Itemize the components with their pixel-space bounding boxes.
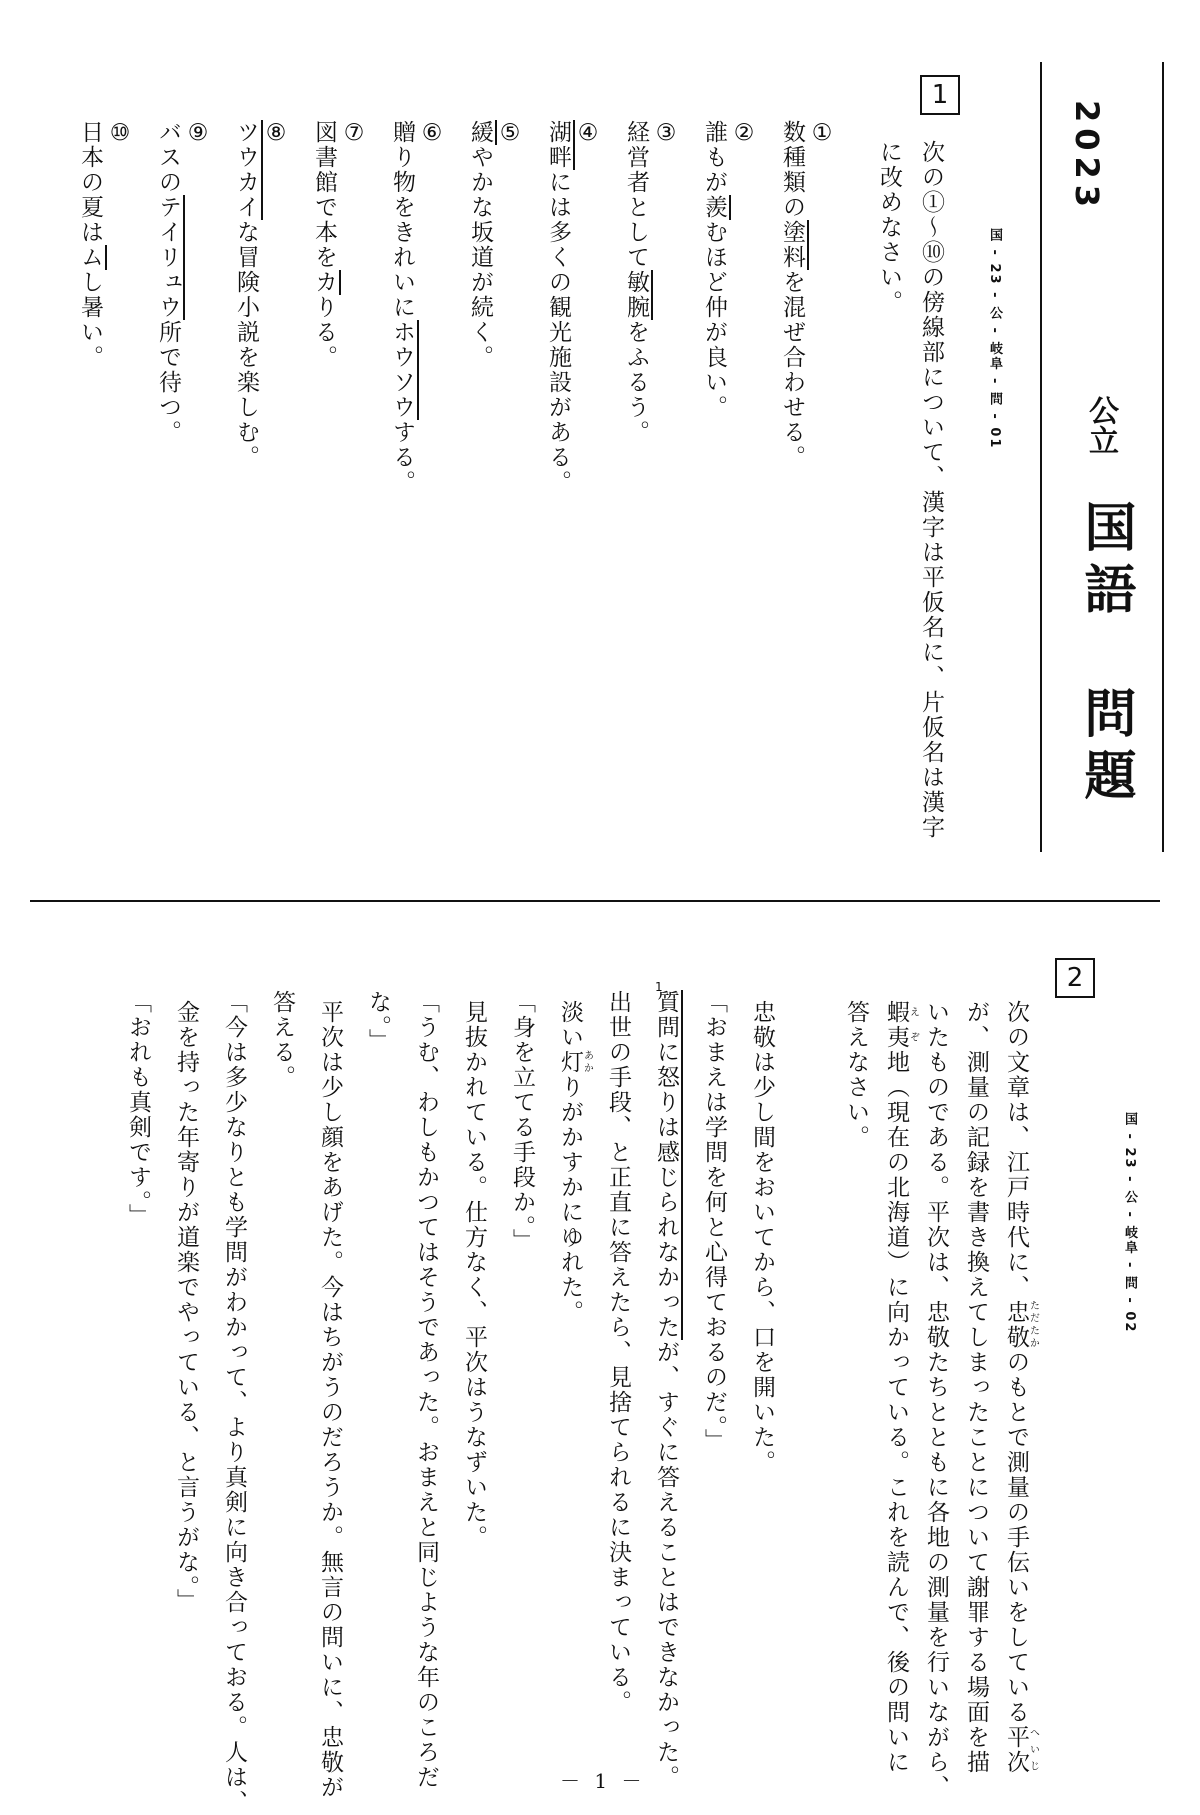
exam-kind: 公立: [1083, 395, 1118, 455]
text-run: 地（現在の北海道）に向かっている。これを読んで、後の問いに: [883, 1050, 909, 1775]
body-line: 出世の手段、と正直に答えたら、見捨てられるに決まっている。: [605, 990, 631, 1715]
item-text: には多くの観光施設がある。: [545, 170, 571, 495]
question-2-number: 2: [1055, 958, 1095, 998]
item-number: ④: [575, 120, 601, 148]
item-number: ⑥: [419, 120, 445, 148]
body-line: [650, 990, 683, 1790]
item-text: バスの: [155, 120, 181, 195]
item-number: ⑧: [263, 120, 289, 148]
section-divider: [30, 900, 1160, 902]
exam-year: 2023: [1068, 100, 1106, 214]
text-run: りがかすかにゆれた。: [557, 1075, 583, 1325]
item-text: 図書館で本を: [311, 120, 337, 270]
q1-item: [230, 120, 289, 470]
ruby-ezochi: [883, 1000, 919, 1050]
q1-item: [620, 120, 679, 445]
underlined-target: ム: [77, 245, 107, 270]
item-text: する。: [389, 420, 415, 495]
underlined-target: 緩: [467, 120, 497, 145]
text-run: が、すぐに答えることはできなかった。: [653, 1340, 679, 1790]
item-text: むほど仲が良い。: [701, 220, 727, 420]
item-text: 贈り物をきれいに: [389, 120, 415, 320]
ruby-heiji: [1003, 1725, 1039, 1775]
body-line: 「おまえは学問を何と心得ておるのだ。」: [701, 990, 727, 1454]
item-number: ⑩: [107, 120, 133, 148]
item-text: をふるう。: [623, 320, 649, 445]
page-number: － 1 －: [560, 1769, 646, 1793]
item-number: ③: [653, 120, 679, 148]
underlined-target: 羨: [701, 195, 731, 220]
item-number: ⑤: [497, 120, 523, 148]
text-run: 淡い: [557, 1000, 583, 1050]
underlined-target: ツウカイ: [233, 120, 263, 220]
item-text: 所で待つ。: [155, 320, 181, 445]
item-text: 日本の夏は: [77, 120, 103, 245]
item-text: 数種類の: [779, 120, 805, 220]
q1-item: [464, 120, 523, 370]
underlined-target: 湖畔: [545, 120, 575, 170]
text-run: のもとで測量の手伝いをしている: [1003, 1350, 1029, 1725]
item-number: ⑦: [341, 120, 367, 148]
body-line: 見抜かれている。仕方なく、平次はうなずいた。: [461, 1000, 487, 1550]
body-line: [554, 1000, 592, 1325]
question-1-instruction: 次の①～⑩の傍線部について、漢字は平仮名に、片仮名は漢字に改めなさい。: [876, 140, 944, 840]
ruby-tadataka: [1003, 1300, 1039, 1350]
intro-line: [880, 1000, 918, 1775]
ruby-base: 忠敬: [1003, 1300, 1029, 1350]
item-text: な冒険小説を楽しむ。: [233, 220, 259, 470]
ruby-reading: あか: [581, 1050, 593, 1075]
body-line: 「今は多少なりとも学問がわかって、より真剣に向き合っておる。人は、: [221, 990, 247, 1815]
body-line: 答える。: [269, 990, 295, 1090]
question-2-code: 国 - 23 - 公 - 岐阜 - 問 - 02: [1122, 1112, 1137, 1334]
item-text: 誰もが: [701, 120, 727, 195]
q1-item: [542, 120, 601, 495]
underlined-target: テイリュウ: [155, 195, 185, 320]
item-number: ②: [731, 120, 757, 148]
underlined-target: ホウソウ: [389, 320, 419, 420]
item-text: やかな坂道が続く。: [467, 145, 493, 370]
intro-line: 答えなさい。: [843, 1000, 869, 1150]
item-number: ①: [809, 120, 835, 148]
underlined-target: 敏腕: [623, 270, 653, 320]
intro-line: [1000, 1000, 1038, 1775]
item-text: りる。: [311, 295, 337, 370]
intro-line: が、測量の記録を書き換えてしまったことについて謝罪する場面を描: [963, 1000, 989, 1775]
question-1-number: 1: [920, 75, 960, 115]
q1-item: [386, 120, 445, 495]
exam-subject: 国語 問題: [1075, 500, 1136, 810]
body-line: 「身を立てる手段か。」: [509, 990, 535, 1254]
q1-item: [308, 120, 367, 370]
underlined-phrase: 質問に怒りは感じられなかった: [653, 990, 683, 1340]
q1-item: [74, 120, 133, 370]
body-line: 「うむ、わしもかつてはそうであった。おまえと同じような年のころだ: [413, 990, 439, 1790]
item-text: し暑い。: [77, 270, 103, 370]
q1-item: [152, 120, 211, 445]
item-number: ⑨: [185, 120, 211, 148]
q1-item: [776, 120, 835, 470]
intro-line: いたものである。平次は、忠敬たちとともに各地の測量を行いながら、: [923, 1000, 949, 1800]
body-line: 金を持った年寄りが道楽でやっている、と言うがな。」: [173, 1000, 199, 1614]
ruby-base: 蝦夷: [883, 1000, 909, 1050]
ruby-reading: ただたか: [1027, 1300, 1039, 1350]
ruby-reading: えぞ: [907, 1000, 919, 1050]
underlined-target: 塗料: [779, 220, 809, 270]
body-line: 「おれも真剣です。」: [125, 990, 151, 1229]
ruby-base: 平次: [1003, 1725, 1029, 1775]
item-text: 経営者として: [623, 120, 649, 270]
item-text: を混ぜ合わせる。: [779, 270, 805, 470]
underlined-target: カ: [311, 270, 341, 295]
question-1-code: 国 - 23 - 公 - 岐阜 - 問 - 01: [987, 228, 1002, 450]
ruby-akari: [557, 1050, 593, 1075]
ruby-reading: へいじ: [1027, 1725, 1039, 1775]
body-line: な。」: [365, 990, 391, 1054]
body-line: 忠敬は少し間をおいてから、口を開いた。: [749, 1000, 775, 1475]
underline-marker: 1: [655, 980, 663, 994]
q1-item: [698, 120, 757, 420]
ruby-base: 灯: [557, 1050, 583, 1075]
body-line: 平次は少し顔をあげた。今はちがうのだろうか。無言の問いに、忠敬が: [317, 1000, 343, 1800]
text-run: 次の文章は、江戸時代に、: [1003, 1000, 1029, 1300]
